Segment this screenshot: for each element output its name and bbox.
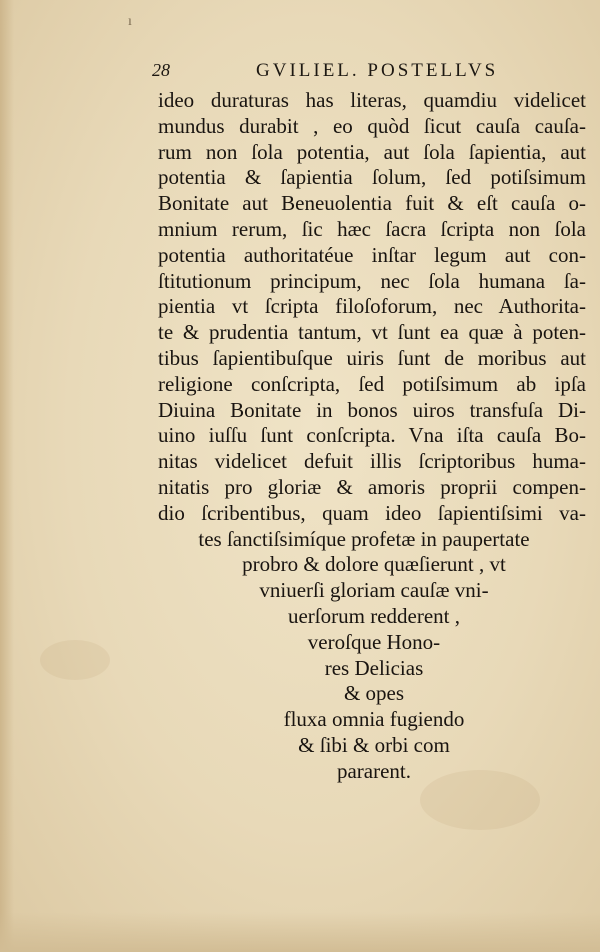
tail-line: pararent. bbox=[336, 758, 412, 783]
text-line: Diuina Bonitate in bonos uiros transfuſa Di- bbox=[158, 397, 586, 422]
page-bottom-shadow bbox=[0, 912, 600, 952]
text-line: mundus durabit , eo quòd ſicut cauſa cauſa- bbox=[158, 113, 586, 138]
body-text bbox=[158, 88, 590, 785]
tail-line: probro & dolore quæſierunt , vt bbox=[242, 552, 506, 577]
tail-line: vniuerſi gloriam cauſæ vni- bbox=[259, 578, 489, 603]
page-number: 28 bbox=[152, 60, 170, 80]
text-line: nitatis pro gloriæ & amoris proprii compen- bbox=[158, 474, 586, 499]
text-line: dio ſcribentibus, quam ideo ſapientiſsimi va- bbox=[158, 500, 586, 525]
tail-line: res Delicias bbox=[324, 655, 424, 680]
text-line: mnium rerum, ſic hæc ſacra ſcripta non ſola bbox=[158, 216, 586, 241]
tail-line: & opes bbox=[343, 681, 405, 706]
page-edge-shadow bbox=[0, 0, 14, 952]
tail-line: & ſibi & orbi com bbox=[298, 732, 450, 757]
text-line: Bonitate aut Beneuolentia fuit & eſt cauſa o- bbox=[158, 191, 586, 216]
tail-line: tes ſanctiſsimíque profetæ in paupertate bbox=[198, 526, 530, 551]
text-line: nitas videlicet defuit illis ſcriptoribus huma- bbox=[158, 449, 586, 474]
text-line: te & prudentia tantum, vt ſunt ea quæ à poten- bbox=[158, 320, 586, 345]
text-line: potentia authoritatéue inſtar legum aut con- bbox=[158, 242, 586, 267]
text-line: ideo duraturas has literas, quamdiu videlicet bbox=[158, 88, 586, 112]
text-line: religione conſcripta, ſed potiſsimum ab ipſa bbox=[158, 371, 586, 396]
text-line: ſtitutionum principum, nec ſola humana ſa- bbox=[158, 268, 586, 293]
page-header bbox=[152, 58, 530, 88]
running-head: GVILIEL. POSTELLVS bbox=[256, 60, 499, 81]
text-line: rum non ſola potentia, aut ſola ſapientia, aut bbox=[158, 139, 586, 164]
text-line: potentia & ſapientia ſolum, ſed potiſsimum bbox=[158, 165, 586, 190]
text-line: uino iuſſu ſunt conſcripta. Vna iſta cauſa Bo- bbox=[158, 423, 586, 448]
text-line: tibus ſapientibuſque uiris ſunt de moribus aut bbox=[158, 345, 586, 370]
text-line: pientia vt ſcripta filoſoforum, nec Authorita- bbox=[158, 294, 586, 319]
tail-line: fluxa omnia fugiendo bbox=[283, 707, 465, 732]
tail-line: veroſque Hono- bbox=[307, 629, 441, 654]
tail-line: uerſorum redderent , bbox=[287, 603, 460, 628]
margin-mark: ı bbox=[128, 14, 132, 29]
paper-stain bbox=[40, 640, 110, 680]
